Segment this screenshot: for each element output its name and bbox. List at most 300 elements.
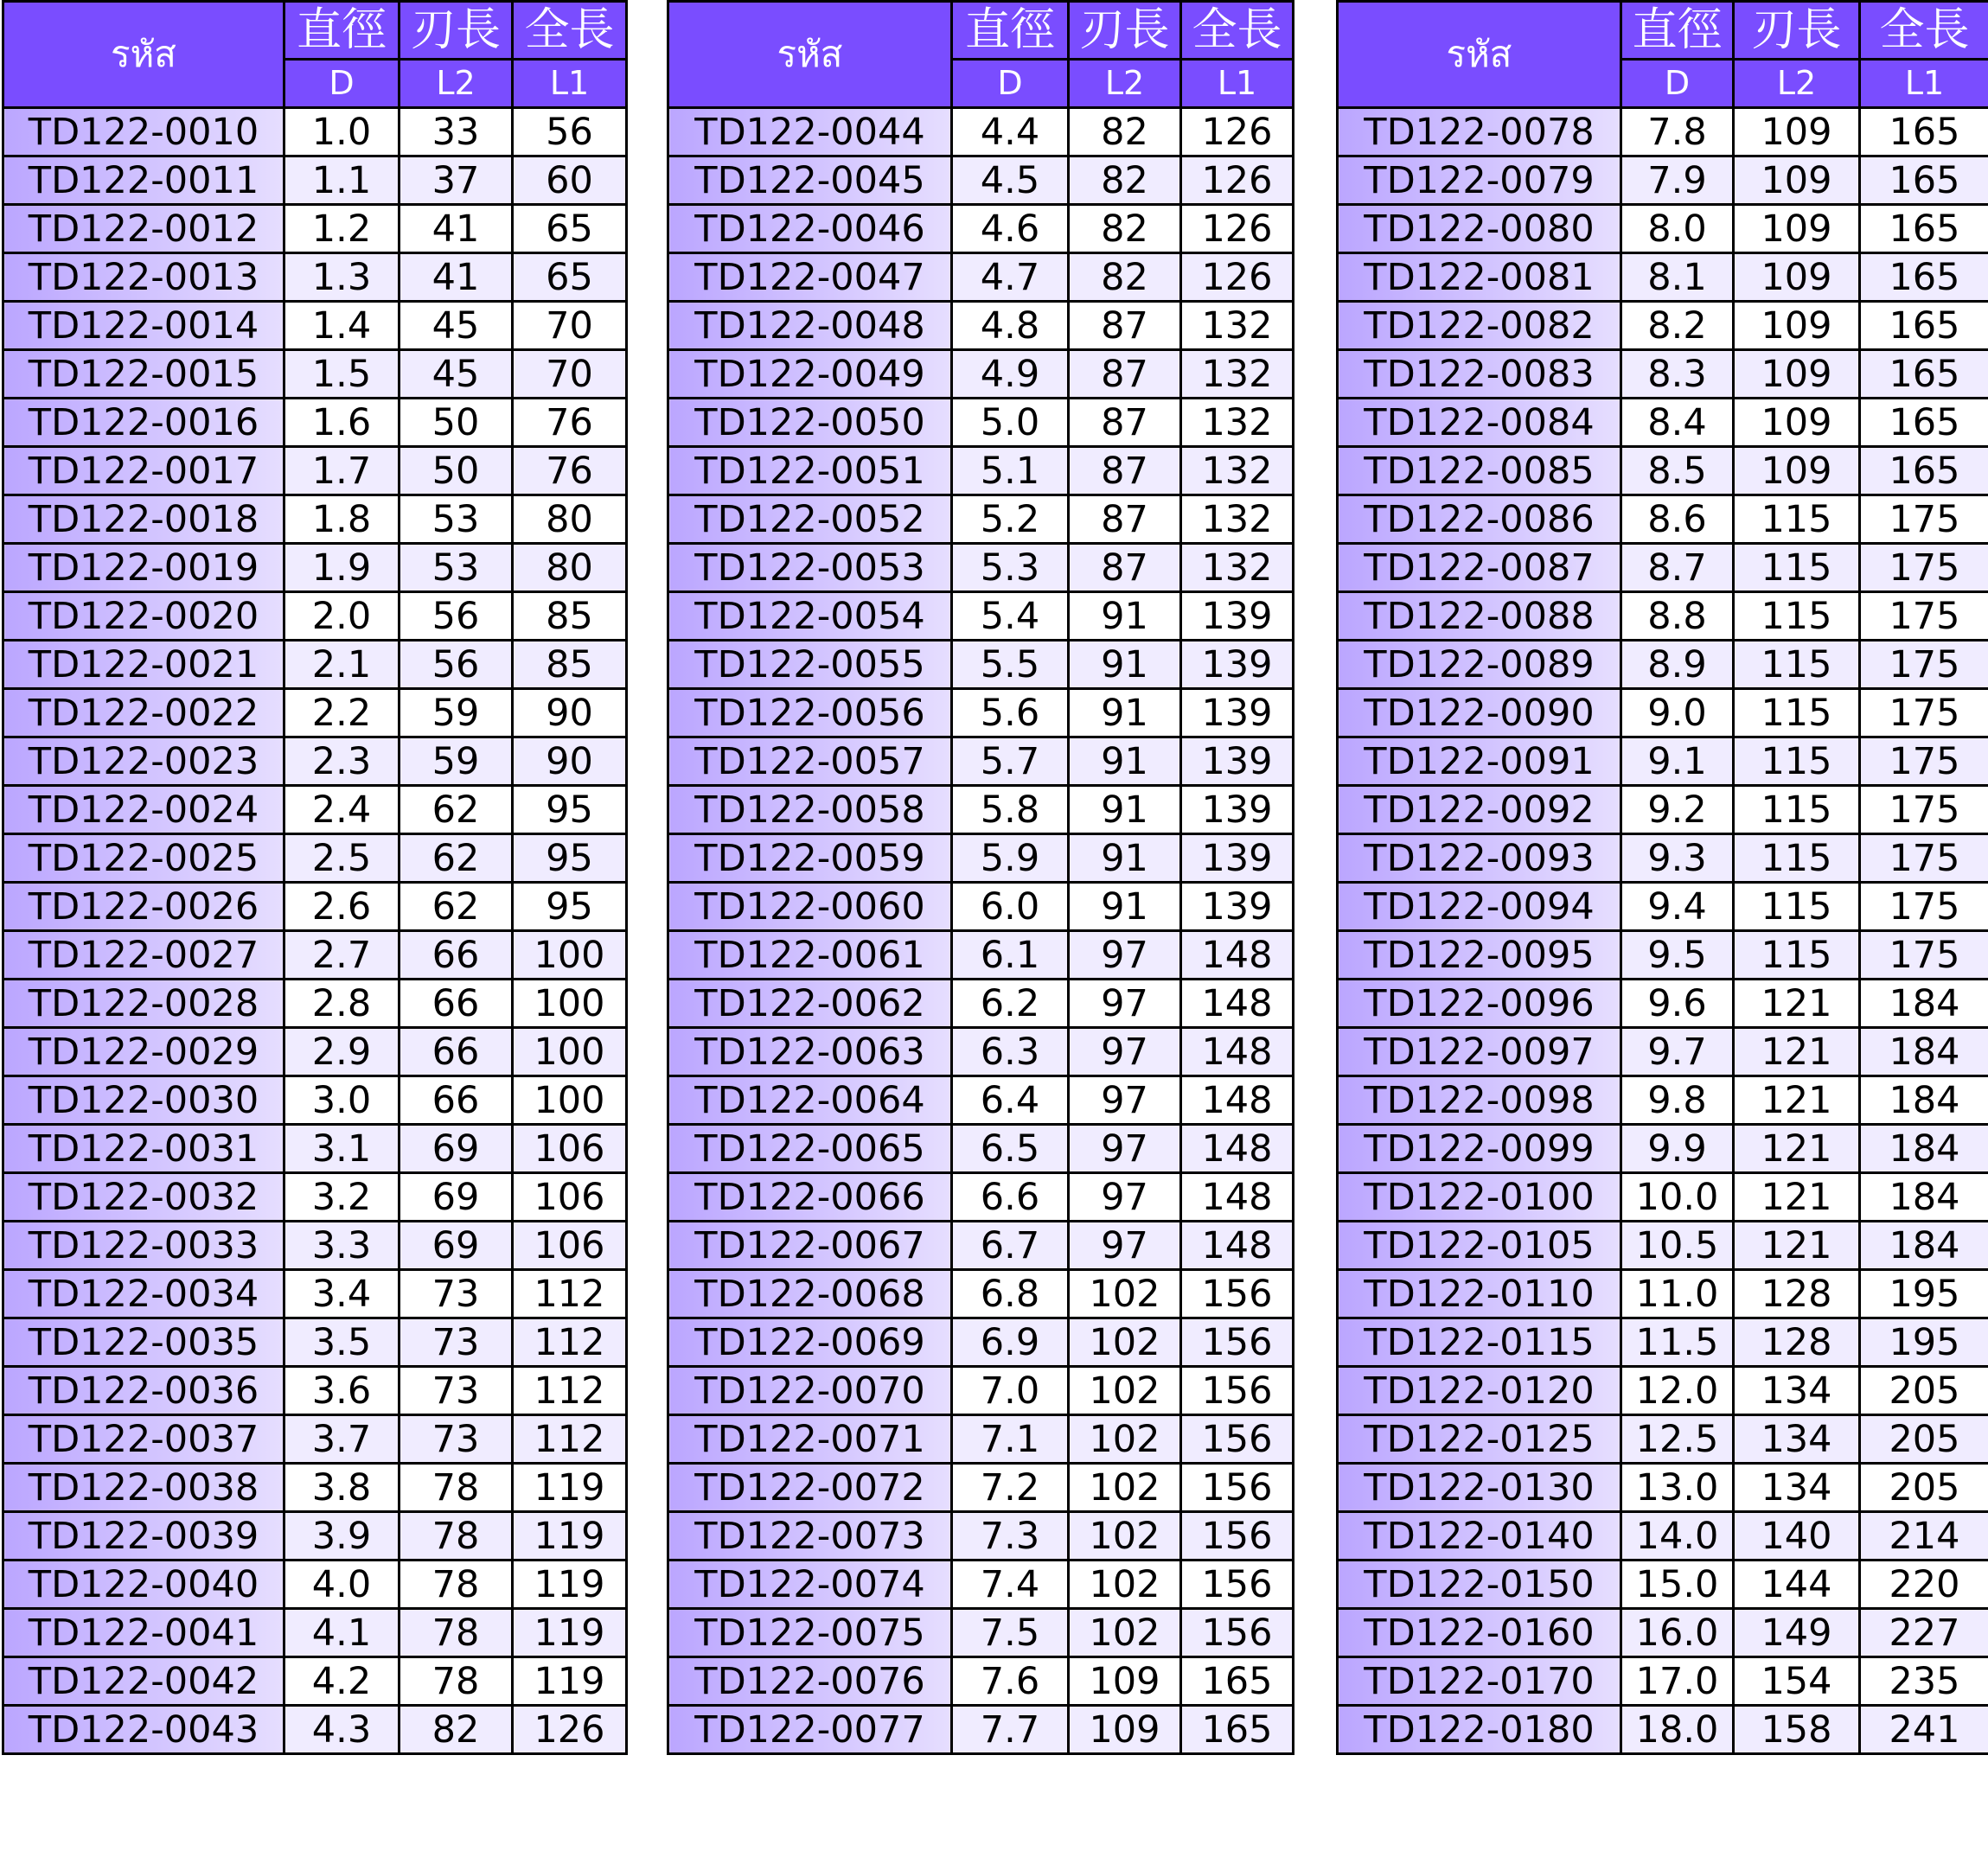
cell-diameter: 4.1 xyxy=(284,1609,400,1657)
cell-overall-length: 106 xyxy=(513,1222,627,1270)
cell-overall-length: 139 xyxy=(1181,834,1294,883)
cell-flute-length: 87 xyxy=(1069,447,1181,495)
cell-code: TD122-0017 xyxy=(3,447,284,495)
cell-flute-length: 115 xyxy=(1734,786,1860,834)
cell-overall-length: 112 xyxy=(513,1318,627,1367)
cell-overall-length: 235 xyxy=(1860,1657,1988,1706)
cell-overall-length: 156 xyxy=(1181,1270,1294,1318)
table-row xyxy=(3,737,627,786)
cell-diameter: 2.7 xyxy=(284,931,400,980)
cell-code: TD122-0051 xyxy=(668,447,952,495)
cell-flute-length: 115 xyxy=(1734,544,1860,592)
cell-flute-length: 149 xyxy=(1734,1609,1860,1657)
cell-diameter: 8.1 xyxy=(1621,253,1734,302)
cell-flute-length: 109 xyxy=(1734,302,1860,350)
cell-overall-length: 132 xyxy=(1181,495,1294,544)
cell-overall-length: 165 xyxy=(1860,350,1988,399)
cell-diameter: 9.1 xyxy=(1621,737,1734,786)
table-row xyxy=(3,1076,627,1125)
cell-flute-length: 73 xyxy=(400,1270,513,1318)
cell-overall-length: 184 xyxy=(1860,1076,1988,1125)
cell-code: TD122-0011 xyxy=(3,156,284,205)
cell-diameter: 5.8 xyxy=(952,786,1069,834)
cell-flute-length: 115 xyxy=(1734,689,1860,737)
cell-overall-length: 195 xyxy=(1860,1270,1988,1318)
header-code: รหัส xyxy=(1338,2,1621,108)
cell-diameter: 10.5 xyxy=(1621,1222,1734,1270)
header-flute-length: 刃長 xyxy=(1069,2,1181,60)
table-row xyxy=(668,1464,1294,1512)
cell-diameter: 12.5 xyxy=(1621,1415,1734,1464)
cell-flute-length: 91 xyxy=(1069,834,1181,883)
cell-diameter: 2.1 xyxy=(284,641,400,689)
header-d-symbol: D xyxy=(284,59,400,107)
cell-flute-length: 109 xyxy=(1069,1706,1181,1754)
cell-diameter: 8.8 xyxy=(1621,592,1734,641)
cell-overall-length: 80 xyxy=(513,495,627,544)
cell-diameter: 13.0 xyxy=(1621,1464,1734,1512)
cell-code: TD122-0029 xyxy=(3,1028,284,1076)
cell-overall-length: 175 xyxy=(1860,834,1988,883)
cell-diameter: 4.8 xyxy=(952,302,1069,350)
table-row xyxy=(1338,1270,1988,1318)
cell-code: TD122-0058 xyxy=(668,786,952,834)
table-row xyxy=(1338,1706,1988,1754)
cell-diameter: 14.0 xyxy=(1621,1512,1734,1561)
cell-code: TD122-0024 xyxy=(3,786,284,834)
cell-diameter: 11.0 xyxy=(1621,1270,1734,1318)
table-row xyxy=(1338,302,1988,350)
cell-flute-length: 56 xyxy=(400,592,513,641)
cell-diameter: 6.3 xyxy=(952,1028,1069,1076)
cell-code: TD122-0034 xyxy=(3,1270,284,1318)
cell-diameter: 1.6 xyxy=(284,399,400,447)
cell-diameter: 1.3 xyxy=(284,253,400,302)
cell-flute-length: 78 xyxy=(400,1464,513,1512)
cell-code: TD122-0079 xyxy=(1338,156,1621,205)
cell-code: TD122-0048 xyxy=(668,302,952,350)
table-row xyxy=(3,399,627,447)
cell-overall-length: 132 xyxy=(1181,350,1294,399)
cell-overall-length: 175 xyxy=(1860,544,1988,592)
cell-diameter: 2.8 xyxy=(284,980,400,1028)
table-row xyxy=(1338,1657,1988,1706)
cell-flute-length: 69 xyxy=(400,1125,513,1173)
table-row xyxy=(3,931,627,980)
table-row xyxy=(1338,689,1988,737)
spec-table-3 xyxy=(1336,0,1988,1755)
table-row xyxy=(668,1222,1294,1270)
cell-flute-length: 121 xyxy=(1734,1222,1860,1270)
cell-overall-length: 184 xyxy=(1860,1125,1988,1173)
cell-diameter: 8.2 xyxy=(1621,302,1734,350)
cell-flute-length: 115 xyxy=(1734,883,1860,931)
cell-diameter: 3.6 xyxy=(284,1367,400,1415)
cell-flute-length: 78 xyxy=(400,1609,513,1657)
cell-overall-length: 112 xyxy=(513,1367,627,1415)
cell-code: TD122-0028 xyxy=(3,980,284,1028)
cell-overall-length: 175 xyxy=(1860,592,1988,641)
table-row xyxy=(1338,1222,1988,1270)
cell-diameter: 8.6 xyxy=(1621,495,1734,544)
table-row xyxy=(668,1512,1294,1561)
cell-diameter: 8.7 xyxy=(1621,544,1734,592)
cell-flute-length: 121 xyxy=(1734,1076,1860,1125)
cell-overall-length: 139 xyxy=(1181,689,1294,737)
cell-overall-length: 65 xyxy=(513,253,627,302)
cell-overall-length: 205 xyxy=(1860,1367,1988,1415)
table-row xyxy=(1338,253,1988,302)
cell-diameter: 9.2 xyxy=(1621,786,1734,834)
cell-diameter: 5.5 xyxy=(952,641,1069,689)
cell-diameter: 8.4 xyxy=(1621,399,1734,447)
cell-diameter: 4.6 xyxy=(952,205,1069,253)
cell-flute-length: 144 xyxy=(1734,1561,1860,1609)
cell-code: TD122-0018 xyxy=(3,495,284,544)
table-row xyxy=(668,1706,1294,1754)
cell-code: TD122-0035 xyxy=(3,1318,284,1367)
cell-overall-length: 112 xyxy=(513,1270,627,1318)
table-row xyxy=(1338,931,1988,980)
table-row xyxy=(3,1028,627,1076)
cell-overall-length: 126 xyxy=(1181,108,1294,156)
header-l1-symbol: L1 xyxy=(513,59,627,107)
cell-diameter: 1.4 xyxy=(284,302,400,350)
table-row xyxy=(668,931,1294,980)
cell-overall-length: 132 xyxy=(1181,447,1294,495)
cell-code: TD122-0083 xyxy=(1338,350,1621,399)
cell-overall-length: 139 xyxy=(1181,883,1294,931)
cell-code: TD122-0013 xyxy=(3,253,284,302)
table-row xyxy=(3,1173,627,1222)
cell-code: TD122-0095 xyxy=(1338,931,1621,980)
cell-flute-length: 78 xyxy=(400,1512,513,1561)
cell-diameter: 6.7 xyxy=(952,1222,1069,1270)
table-row xyxy=(3,253,627,302)
spec-table-1 xyxy=(2,0,628,1755)
cell-code: TD122-0061 xyxy=(668,931,952,980)
table-row xyxy=(668,980,1294,1028)
cell-overall-length: 126 xyxy=(513,1706,627,1754)
cell-code: TD122-0046 xyxy=(668,205,952,253)
cell-overall-length: 139 xyxy=(1181,737,1294,786)
cell-code: TD122-0043 xyxy=(3,1706,284,1754)
cell-flute-length: 109 xyxy=(1734,253,1860,302)
cell-diameter: 2.4 xyxy=(284,786,400,834)
cell-diameter: 9.3 xyxy=(1621,834,1734,883)
cell-overall-length: 100 xyxy=(513,1028,627,1076)
table-row xyxy=(668,1561,1294,1609)
cell-flute-length: 115 xyxy=(1734,737,1860,786)
table-row xyxy=(1338,399,1988,447)
cell-code: TD122-0037 xyxy=(3,1415,284,1464)
cell-diameter: 9.5 xyxy=(1621,931,1734,980)
cell-flute-length: 97 xyxy=(1069,1028,1181,1076)
cell-diameter: 8.0 xyxy=(1621,205,1734,253)
cell-flute-length: 82 xyxy=(1069,253,1181,302)
cell-flute-length: 69 xyxy=(400,1173,513,1222)
table-row xyxy=(1338,1028,1988,1076)
cell-flute-length: 91 xyxy=(1069,641,1181,689)
cell-code: TD122-0053 xyxy=(668,544,952,592)
cell-code: TD122-0084 xyxy=(1338,399,1621,447)
cell-code: TD122-0065 xyxy=(668,1125,952,1173)
cell-code: TD122-0074 xyxy=(668,1561,952,1609)
cell-code: TD122-0044 xyxy=(668,108,952,156)
cell-overall-length: 148 xyxy=(1181,1125,1294,1173)
table-row xyxy=(1338,834,1988,883)
cell-flute-length: 109 xyxy=(1734,108,1860,156)
table-row xyxy=(3,447,627,495)
cell-flute-length: 97 xyxy=(1069,1076,1181,1125)
cell-overall-length: 106 xyxy=(513,1173,627,1222)
table-row xyxy=(3,1561,627,1609)
header-d-symbol: D xyxy=(1621,59,1734,107)
cell-diameter: 7.5 xyxy=(952,1609,1069,1657)
table-row xyxy=(668,1415,1294,1464)
cell-diameter: 2.9 xyxy=(284,1028,400,1076)
cell-diameter: 1.0 xyxy=(284,108,400,156)
cell-flute-length: 73 xyxy=(400,1367,513,1415)
cell-diameter: 1.9 xyxy=(284,544,400,592)
table-row xyxy=(3,883,627,931)
cell-diameter: 2.0 xyxy=(284,592,400,641)
cell-code: TD122-0105 xyxy=(1338,1222,1621,1270)
cell-diameter: 3.9 xyxy=(284,1512,400,1561)
cell-overall-length: 175 xyxy=(1860,883,1988,931)
cell-overall-length: 165 xyxy=(1860,302,1988,350)
cell-code: TD122-0091 xyxy=(1338,737,1621,786)
table-row xyxy=(668,544,1294,592)
cell-diameter: 3.2 xyxy=(284,1173,400,1222)
cell-diameter: 1.2 xyxy=(284,205,400,253)
cell-code: TD122-0094 xyxy=(1338,883,1621,931)
cell-code: TD122-0050 xyxy=(668,399,952,447)
table-row xyxy=(668,495,1294,544)
cell-code: TD122-0054 xyxy=(668,592,952,641)
cell-flute-length: 121 xyxy=(1734,1028,1860,1076)
cell-diameter: 6.6 xyxy=(952,1173,1069,1222)
cell-code: TD122-0088 xyxy=(1338,592,1621,641)
cell-flute-length: 66 xyxy=(400,980,513,1028)
cell-code: TD122-0026 xyxy=(3,883,284,931)
table-row xyxy=(3,350,627,399)
cell-overall-length: 165 xyxy=(1860,253,1988,302)
cell-overall-length: 165 xyxy=(1860,156,1988,205)
cell-flute-length: 82 xyxy=(400,1706,513,1754)
cell-diameter: 6.1 xyxy=(952,931,1069,980)
cell-diameter: 4.3 xyxy=(284,1706,400,1754)
table-row xyxy=(668,1125,1294,1173)
cell-overall-length: 156 xyxy=(1181,1609,1294,1657)
cell-diameter: 12.0 xyxy=(1621,1367,1734,1415)
cell-overall-length: 106 xyxy=(513,1125,627,1173)
cell-code: TD122-0015 xyxy=(3,350,284,399)
cell-overall-length: 85 xyxy=(513,592,627,641)
cell-flute-length: 87 xyxy=(1069,544,1181,592)
cell-overall-length: 184 xyxy=(1860,1028,1988,1076)
cell-overall-length: 132 xyxy=(1181,399,1294,447)
cell-overall-length: 90 xyxy=(513,737,627,786)
cell-overall-length: 95 xyxy=(513,834,627,883)
cell-diameter: 4.4 xyxy=(952,108,1069,156)
table-row xyxy=(668,302,1294,350)
cell-overall-length: 156 xyxy=(1181,1464,1294,1512)
table-row xyxy=(1338,350,1988,399)
cell-code: TD122-0036 xyxy=(3,1367,284,1415)
cell-code: TD122-0039 xyxy=(3,1512,284,1561)
cell-flute-length: 128 xyxy=(1734,1270,1860,1318)
cell-flute-length: 102 xyxy=(1069,1609,1181,1657)
cell-flute-length: 59 xyxy=(400,689,513,737)
header-overall-length: 全長 xyxy=(1860,2,1988,60)
cell-code: TD122-0019 xyxy=(3,544,284,592)
cell-flute-length: 97 xyxy=(1069,1173,1181,1222)
cell-overall-length: 100 xyxy=(513,931,627,980)
cell-diameter: 7.8 xyxy=(1621,108,1734,156)
cell-diameter: 6.9 xyxy=(952,1318,1069,1367)
table-row xyxy=(3,302,627,350)
cell-flute-length: 87 xyxy=(1069,350,1181,399)
table-row xyxy=(3,1222,627,1270)
cell-diameter: 16.0 xyxy=(1621,1609,1734,1657)
cell-overall-length: 139 xyxy=(1181,786,1294,834)
cell-code: TD122-0022 xyxy=(3,689,284,737)
cell-flute-length: 91 xyxy=(1069,786,1181,834)
cell-code: TD122-0049 xyxy=(668,350,952,399)
cell-code: TD122-0076 xyxy=(668,1657,952,1706)
cell-flute-length: 45 xyxy=(400,302,513,350)
cell-flute-length: 121 xyxy=(1734,1173,1860,1222)
cell-overall-length: 60 xyxy=(513,156,627,205)
table-row xyxy=(3,1609,627,1657)
cell-flute-length: 115 xyxy=(1734,834,1860,883)
cell-overall-length: 95 xyxy=(513,786,627,834)
cell-diameter: 4.5 xyxy=(952,156,1069,205)
cell-code: TD122-0071 xyxy=(668,1415,952,1464)
table-row xyxy=(3,1270,627,1318)
cell-code: TD122-0087 xyxy=(1338,544,1621,592)
cell-flute-length: 97 xyxy=(1069,931,1181,980)
cell-overall-length: 175 xyxy=(1860,495,1988,544)
cell-flute-length: 115 xyxy=(1734,495,1860,544)
cell-flute-length: 45 xyxy=(400,350,513,399)
header-code: รหัส xyxy=(668,2,952,108)
cell-flute-length: 41 xyxy=(400,205,513,253)
cell-overall-length: 156 xyxy=(1181,1415,1294,1464)
cell-code: TD122-0080 xyxy=(1338,205,1621,253)
table-row xyxy=(1338,883,1988,931)
table-row xyxy=(3,641,627,689)
cell-diameter: 5.2 xyxy=(952,495,1069,544)
cell-flute-length: 97 xyxy=(1069,1125,1181,1173)
cell-flute-length: 66 xyxy=(400,1028,513,1076)
cell-overall-length: 90 xyxy=(513,689,627,737)
cell-overall-length: 184 xyxy=(1860,1222,1988,1270)
cell-code: TD122-0097 xyxy=(1338,1028,1621,1076)
cell-overall-length: 175 xyxy=(1860,786,1988,834)
cell-flute-length: 33 xyxy=(400,108,513,156)
table-row xyxy=(3,786,627,834)
cell-diameter: 6.2 xyxy=(952,980,1069,1028)
cell-code: TD122-0010 xyxy=(3,108,284,156)
table-row xyxy=(668,786,1294,834)
cell-flute-length: 97 xyxy=(1069,1222,1181,1270)
cell-overall-length: 70 xyxy=(513,302,627,350)
cell-flute-length: 115 xyxy=(1734,592,1860,641)
cell-overall-length: 139 xyxy=(1181,592,1294,641)
cell-code: TD122-0115 xyxy=(1338,1318,1621,1367)
cell-diameter: 6.4 xyxy=(952,1076,1069,1125)
cell-flute-length: 97 xyxy=(1069,980,1181,1028)
cell-diameter: 7.3 xyxy=(952,1512,1069,1561)
cell-code: TD122-0070 xyxy=(668,1367,952,1415)
cell-code: TD122-0077 xyxy=(668,1706,952,1754)
table-row xyxy=(668,689,1294,737)
cell-overall-length: 156 xyxy=(1181,1367,1294,1415)
cell-code: TD122-0033 xyxy=(3,1222,284,1270)
cell-flute-length: 73 xyxy=(400,1318,513,1367)
cell-overall-length: 175 xyxy=(1860,737,1988,786)
cell-diameter: 3.0 xyxy=(284,1076,400,1125)
cell-overall-length: 70 xyxy=(513,350,627,399)
table-row xyxy=(3,1657,627,1706)
table-row xyxy=(3,1318,627,1367)
cell-flute-length: 53 xyxy=(400,495,513,544)
cell-code: TD122-0068 xyxy=(668,1270,952,1318)
cell-overall-length: 227 xyxy=(1860,1609,1988,1657)
cell-flute-length: 134 xyxy=(1734,1367,1860,1415)
cell-flute-length: 102 xyxy=(1069,1512,1181,1561)
cell-code: TD122-0125 xyxy=(1338,1415,1621,1464)
cell-diameter: 15.0 xyxy=(1621,1561,1734,1609)
cell-overall-length: 80 xyxy=(513,544,627,592)
cell-overall-length: 148 xyxy=(1181,1028,1294,1076)
cell-code: TD122-0099 xyxy=(1338,1125,1621,1173)
cell-diameter: 7.0 xyxy=(952,1367,1069,1415)
cell-flute-length: 140 xyxy=(1734,1512,1860,1561)
cell-flute-length: 109 xyxy=(1734,156,1860,205)
cell-overall-length: 119 xyxy=(513,1609,627,1657)
table-row xyxy=(668,399,1294,447)
table-row xyxy=(3,1464,627,1512)
cell-code: TD122-0092 xyxy=(1338,786,1621,834)
table-row xyxy=(1338,205,1988,253)
cell-diameter: 5.4 xyxy=(952,592,1069,641)
cell-diameter: 6.8 xyxy=(952,1270,1069,1318)
table-row xyxy=(668,1657,1294,1706)
cell-flute-length: 109 xyxy=(1734,350,1860,399)
cell-flute-length: 87 xyxy=(1069,495,1181,544)
cell-diameter: 10.0 xyxy=(1621,1173,1734,1222)
cell-overall-length: 139 xyxy=(1181,641,1294,689)
cell-diameter: 7.2 xyxy=(952,1464,1069,1512)
cell-flute-length: 69 xyxy=(400,1222,513,1270)
header-diameter: 直徑 xyxy=(1621,2,1734,60)
cell-diameter: 5.9 xyxy=(952,834,1069,883)
cell-overall-length: 205 xyxy=(1860,1415,1988,1464)
table-row xyxy=(1338,592,1988,641)
cell-diameter: 5.0 xyxy=(952,399,1069,447)
cell-flute-length: 78 xyxy=(400,1561,513,1609)
cell-overall-length: 126 xyxy=(1181,205,1294,253)
cell-overall-length: 65 xyxy=(513,205,627,253)
table-row xyxy=(1338,1512,1988,1561)
cell-diameter: 18.0 xyxy=(1621,1706,1734,1754)
table-row xyxy=(1338,1076,1988,1125)
cell-code: TD122-0021 xyxy=(3,641,284,689)
table-row xyxy=(1338,1367,1988,1415)
